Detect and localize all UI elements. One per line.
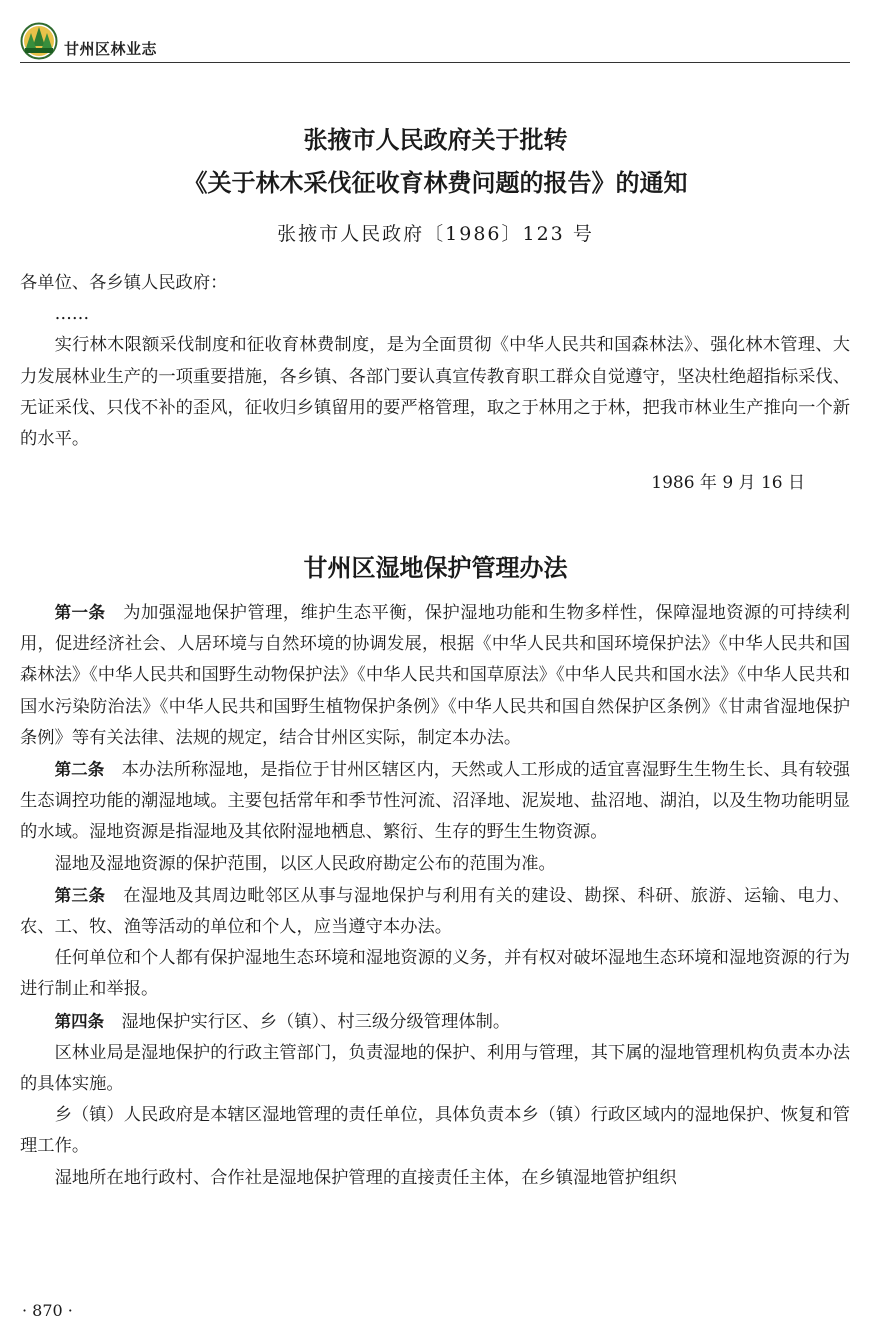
- article-label: 第一条: [54, 603, 106, 622]
- notice-paragraph: 实行林木限额采伐制度和征收育林费制度，是为全面贯彻《中华人民共和国森林法》、强化林木管理、大力发展林业生产的一项重要措施，各乡镇、各部门要认真宣传教育职工群众自觉遵守，坚决杜绝超指标采伐、无证采伐、只伐不补的歪风，征收归乡镇留用的要严格管理，取之于林用之于林，把我市林业生产推向一个新的水平。: [20, 335, 850, 450]
- notice-date: 1986 年 9 月 16 日: [651, 473, 805, 493]
- article-1: [20, 597, 850, 754]
- article-text: 湿地保护实行区、乡（镇）、村三级分级管理体制。: [121, 1011, 511, 1032]
- salutation: 各单位、各乡镇人民政府：: [20, 273, 228, 293]
- article-2: [20, 754, 850, 849]
- regulation-body: [20, 597, 850, 1194]
- article-label: 第二条: [54, 760, 105, 780]
- page-number: · 870 ·: [22, 1301, 73, 1320]
- article-text: 本办法所称湿地，是指位于甘州区辖区内，天然或人工形成的适宜喜湿野生生物生长、具有较强生态调控功能的潮湿地域。主要包括常年和季节性河流、沼泽地、泥炭地、盐沼地、湖泊，以及生物功能明显的水域。湿地资源是指湿地及其依附湿地栖息、繁衍、生存的野生生物资源。: [20, 760, 850, 843]
- forestry-logo-icon: [20, 22, 58, 60]
- article-3-paragraph: 任何单位和个人都有保护湿地生态环境和湿地资源的义务，并有权对破坏湿地生态环境和湿地资源的行为进行制止和举报。: [20, 948, 850, 1000]
- regulation-title: 甘州区湿地保护管理办法: [303, 553, 568, 582]
- article-4-paragraph-2: 区林业局是湿地保护的行政主管部门，负责湿地的保护、利用与管理，其下属的湿地管理机构负责本办法的具体实施。: [20, 1042, 850, 1095]
- article-label: 第三条: [54, 885, 106, 905]
- document-number: 张掖市人民政府〔1986〕123 号: [277, 223, 594, 245]
- notice-title-line1: 张掖市人民政府关于批转: [303, 125, 568, 154]
- notice-body: [20, 268, 850, 455]
- article-2-paragraph: 湿地及湿地资源的保护范围，以区人民政府勘定公布的范围为准。: [54, 853, 556, 874]
- notice-title-line2: 《关于林木采伐征收育林费问题的报告》的通知: [183, 168, 688, 197]
- ellipsis: ……: [54, 304, 90, 325]
- article-text: 在湿地及其周边毗邻区从事与湿地保护与利用有关的建设、勘探、科研、旅游、运输、电力、农、工、牧、渔等活动的单位和个人，应当遵守本办法。: [20, 885, 850, 938]
- article-text: 为加强湿地保护管理，维护生态平衡，保护湿地功能和生物多样性，保障湿地资源的可持续利用，促进经济社会、人居环境与自然环境的协调发展，根据《中华人民共和国环境保护法》《中华人民共和国森林法》《中华人民共和国野生动物保护法》《中华人民共和国草原法》《中华人民共和国水法》《中华人民共和国水污染防治法》《中华人民共和国野生植物保护条例》《中华人民共和国自然保护区条例》《甘肃省湿地保护条例》等有关法律、法规的规定，结合甘州区实际，制定本办法。: [20, 603, 850, 748]
- article-4: [20, 1006, 850, 1038]
- book-title: 甘州区林业志: [64, 40, 158, 58]
- article-label: 第四条: [54, 1011, 105, 1031]
- article-4-paragraph-3: 乡（镇）人民政府是本辖区湿地管理的责任单位，具体负责本乡（镇）行政区域内的湿地保护、恢复和管理工作。: [20, 1105, 850, 1157]
- article-3: [20, 880, 850, 943]
- article-4-paragraph-4: 湿地所在地行政村、合作社是湿地保护管理的直接责任主体，在乡镇湿地管护组织: [54, 1167, 677, 1188]
- page-header: [20, 22, 850, 63]
